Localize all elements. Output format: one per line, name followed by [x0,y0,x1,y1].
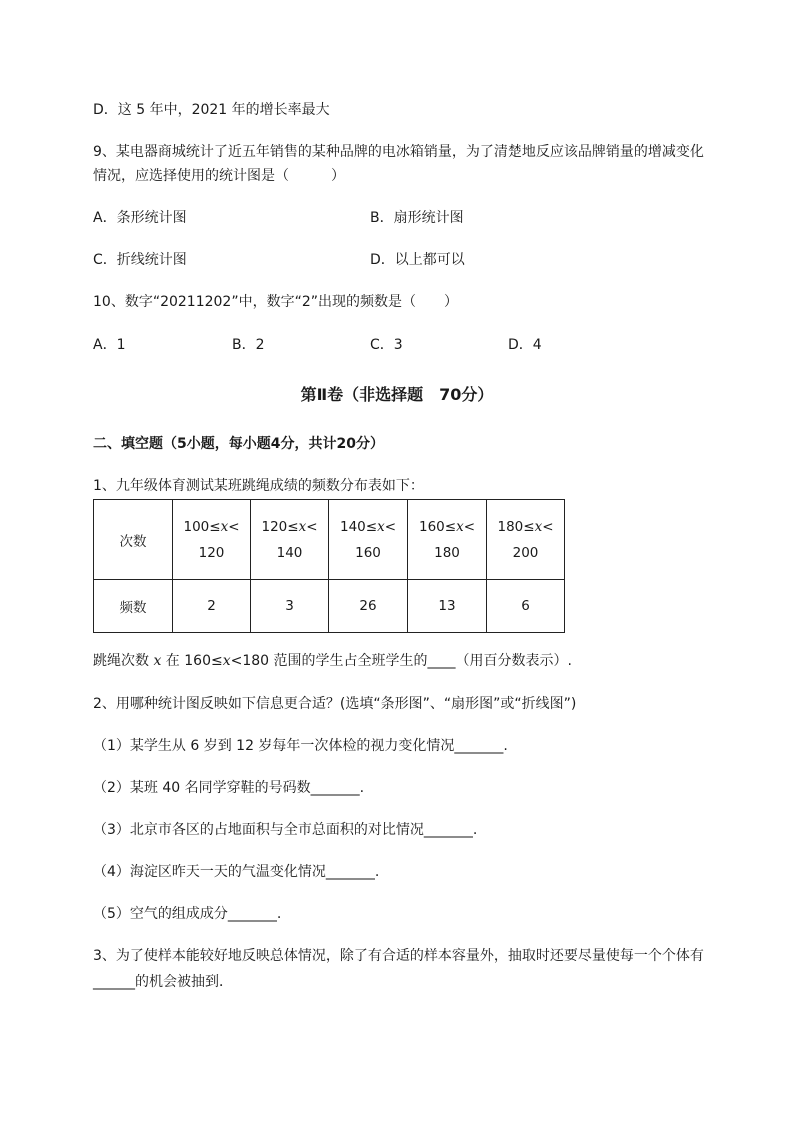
fill2-item: （3）北京市各区的占地面积与全市总面积的对比情况_______. [93,822,478,838]
range-var: x [298,518,307,535]
range-upper: 120 [198,544,225,561]
range-var: x [456,518,464,535]
q8-option-d: D．这 5 年中，2021 年的增长率最大 [93,102,330,118]
fill3-line1: 3、为了使样本能较好地反映总体情况，除了有合适的样本容量外，抽取时还要尽量使每一个个体有 [93,948,704,964]
fill1-stem: 1、九年级体育测试某班跳绳成绩的频数分布表如下： [93,478,424,494]
range-rel: < [228,518,240,535]
table-row-frequencies [94,580,565,633]
fill2-item: （4）海淀区昨天一天的气温变化情况_______. [93,864,380,880]
q9-option-b: B．扇形统计图 [370,210,464,226]
fill1-text-c: <180 范围的学生占全班学生的____（用百分数表示）. [230,653,572,669]
table-cell-frequency: 2 [173,580,251,633]
range-lower: 100≤ [183,518,221,535]
range-var: x [377,518,385,535]
part2-title: 第Ⅱ卷（非选择题 70分） [300,385,494,404]
table-cell-frequency: 6 [487,580,565,633]
table-cell-range [173,500,251,580]
table-cell-frequency: 3 [251,580,329,633]
table-cell-frequency: 13 [408,580,487,633]
fill2-item: （1）某学生从 6 岁到 12 岁每年一次体检的视力变化情况_______. [93,738,508,754]
q9-option-d: D．以上都可以 [370,252,465,268]
fill1-question-text [93,651,572,671]
q9-stem-line2: 情况，应选择使用的统计图是（ ） [93,168,345,184]
table-cell-label: 频数 [94,580,173,633]
table-cell-label: 次数 [94,500,173,580]
range-rel: < [463,518,476,535]
fill1-text-a: 跳绳次数 [93,653,154,669]
fill1-text-b: 在 160≤ [161,653,223,669]
range-lower: 120≤ [261,518,299,535]
table-cell-range [329,500,408,580]
q10-option-c: C．3 [370,337,403,353]
table-row-counts [94,500,565,580]
range-lower: 140≤ [339,518,378,535]
fill1-var: x [153,653,162,669]
table-cell-range [487,500,565,580]
q9-option-c: C．折线统计图 [93,252,187,268]
range-upper: 160 [355,544,381,561]
fill2-item: （5）空气的组成成分_______. [93,906,282,922]
range-var: x [534,518,543,535]
fill2-stem: 2、用哪种统计图反映如下信息更合适？(选填“条形图”、“扇形图”或“折线图”) [93,696,577,712]
range-var: x [220,518,229,535]
q9-stem-line1: 9、某电器商城统计了近五年销售的某种品牌的电冰箱销量，为了清楚地反应该品牌销量的增减变化 [93,144,704,160]
fill2-item: （2）某班 40 名同学穿鞋的号码数_______. [93,780,365,796]
q10-option-b: B．2 [232,337,265,353]
frequency-table [93,499,565,633]
q10-option-d: D．4 [508,337,542,353]
table-cell-range [408,500,487,580]
range-rel: < [384,518,397,535]
q10-stem: 10、数字“20211202”中，数字“2”出现的频数是（ ） [93,294,458,310]
q10-option-a: A．1 [93,337,126,353]
range-upper: 200 [512,544,539,561]
range-lower: 160≤ [418,518,457,535]
range-rel: < [306,518,318,535]
q9-option-a: A．条形统计图 [93,210,187,226]
range-upper: 140 [276,544,303,561]
fill3-line2: ______的机会被抽到． [93,974,233,990]
table-cell-range [251,500,329,580]
range-lower: 180≤ [497,518,535,535]
section2-heading: 二、填空题（5小题，每小题4分，共计20分） [93,436,384,452]
range-upper: 180 [434,544,460,561]
table-cell-frequency: 26 [329,580,408,633]
fill1-var2: x [222,653,231,669]
range-rel: < [542,518,554,535]
